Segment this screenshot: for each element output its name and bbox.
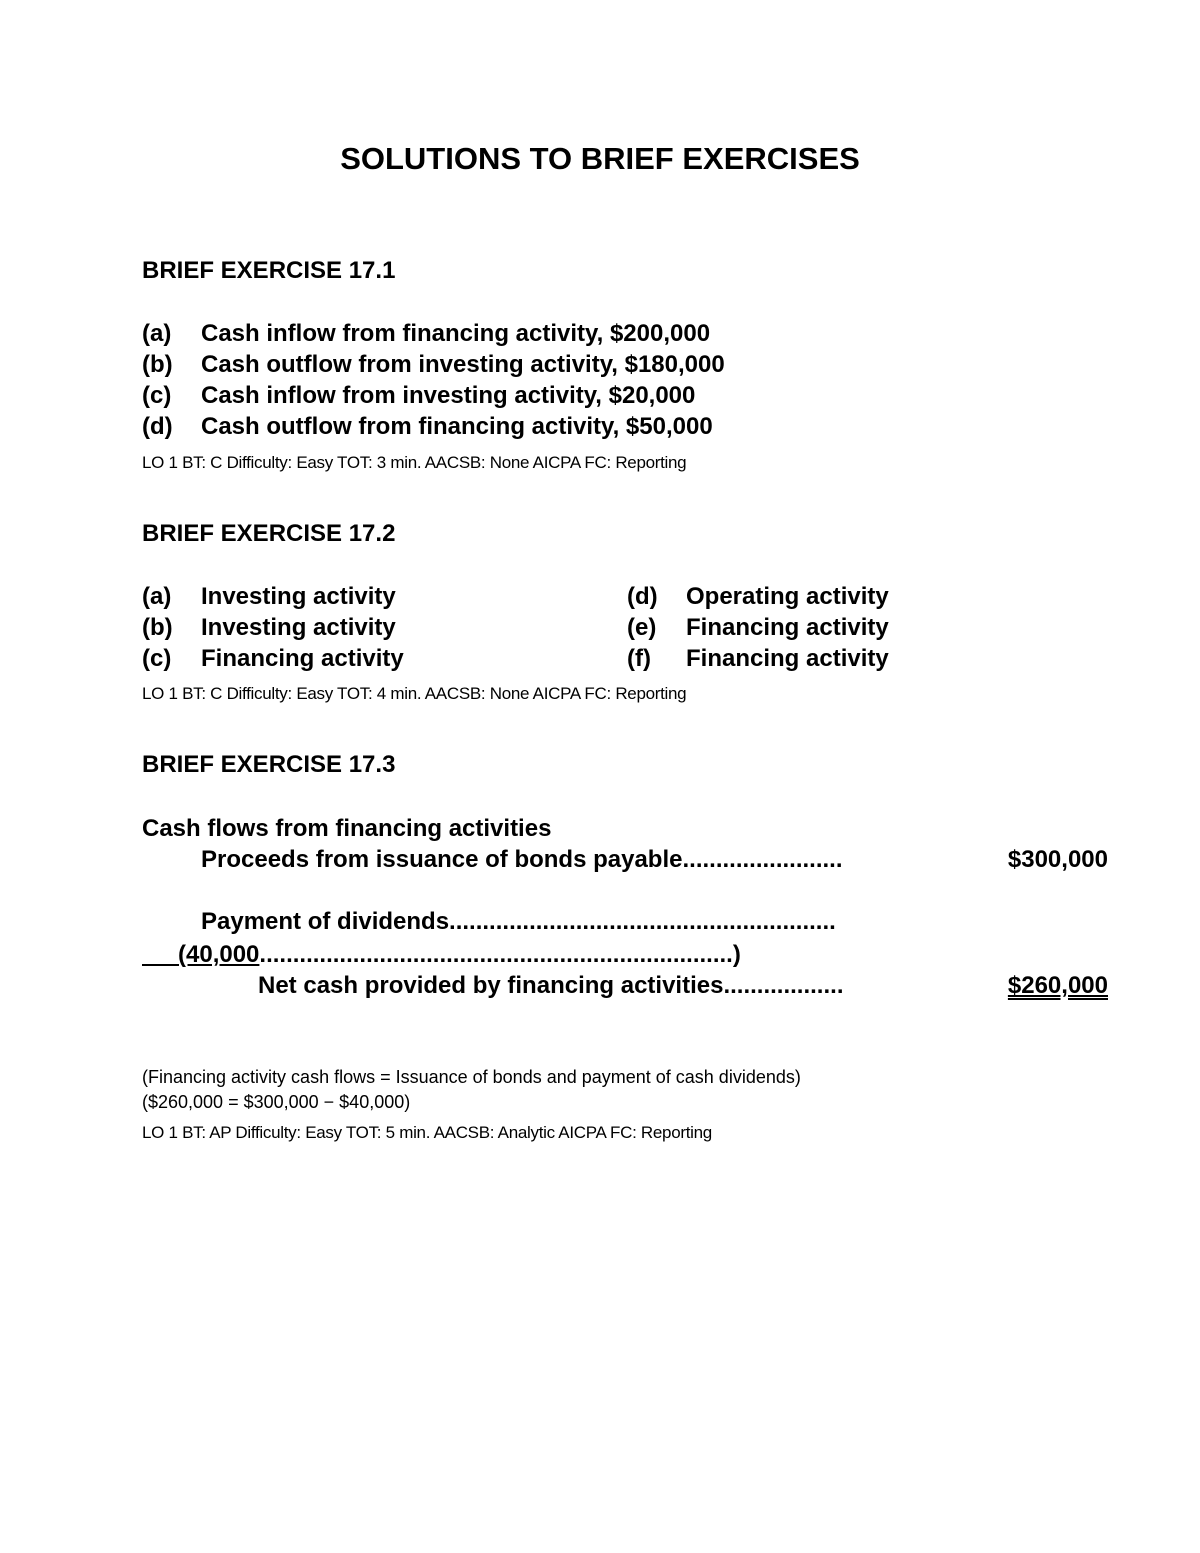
dividends-dots: .......................................................................) [259,941,741,968]
item-text: Operating activity [686,583,889,610]
section-label: Cash flows from financing activities [142,815,552,842]
proceeds-label: Proceeds from issuance of bonds payable........................ [201,846,843,873]
item-letter: (a) [142,320,172,347]
item-letter: (d) [142,413,173,440]
item-text: Investing activity [201,614,396,641]
page-title: SOLUTIONS TO BRIEF EXERCISES [340,141,860,176]
exercise-heading-17-2: BRIEF EXERCISE 17.2 [142,520,396,547]
exercise-meta: LO 1 BT: C Difficulty: Easy TOT: 3 min. AACSB: None AICPA FC: Reporting [142,453,687,472]
net-cash-label: Net cash provided by financing activities.................. [258,972,844,999]
exercise-heading-17-1: BRIEF EXERCISE 17.1 [142,257,396,284]
item-letter: (b) [142,614,173,641]
proceeds-amount: $300,000 [1007,846,1108,873]
item-text: Financing activity [201,645,404,672]
item-text: Financing activity [686,645,889,672]
item-letter: (a) [142,583,172,610]
item-text: Cash inflow from financing activity, $200,000 [201,320,711,347]
dividends-label: Payment of dividends.......................................................... [201,908,836,935]
item-letter: (d) [627,583,658,610]
item-text: Financing activity [686,614,889,641]
item-letter: (f) [627,645,651,672]
item-text: Investing activity [201,583,396,610]
item-text: Cash outflow from financing activity, $50,000 [201,413,713,440]
item-letter: (c) [142,382,172,409]
dividends-underline [142,941,259,968]
item-letter: (e) [627,614,657,641]
dividends-amount: (40,000 [178,941,260,968]
exercise-meta: LO 1 BT: C Difficulty: Easy TOT: 4 min. AACSB: None AICPA FC: Reporting [142,684,687,703]
item-letter: (b) [142,351,173,378]
item-text: Cash outflow from investing activity, $180,000 [201,351,725,378]
exercise-heading-17-3: BRIEF EXERCISE 17.3 [142,751,396,778]
dividends-amount-line [142,939,741,970]
exercise-meta: LO 1 BT: AP Difficulty: Easy TOT: 5 min. AACSB: Analytic AICPA FC: Reporting [142,1123,712,1142]
net-cash-amount: $260,000 [1007,972,1108,999]
note-line: ($260,000 = $300,000 − $40,000) [142,1092,411,1112]
note-line: (Financing activity cash flows = Issuance of bonds and payment of cash dividends) [142,1067,801,1087]
item-text: Cash inflow from investing activity, $20,000 [201,382,696,409]
item-letter: (c) [142,645,172,672]
